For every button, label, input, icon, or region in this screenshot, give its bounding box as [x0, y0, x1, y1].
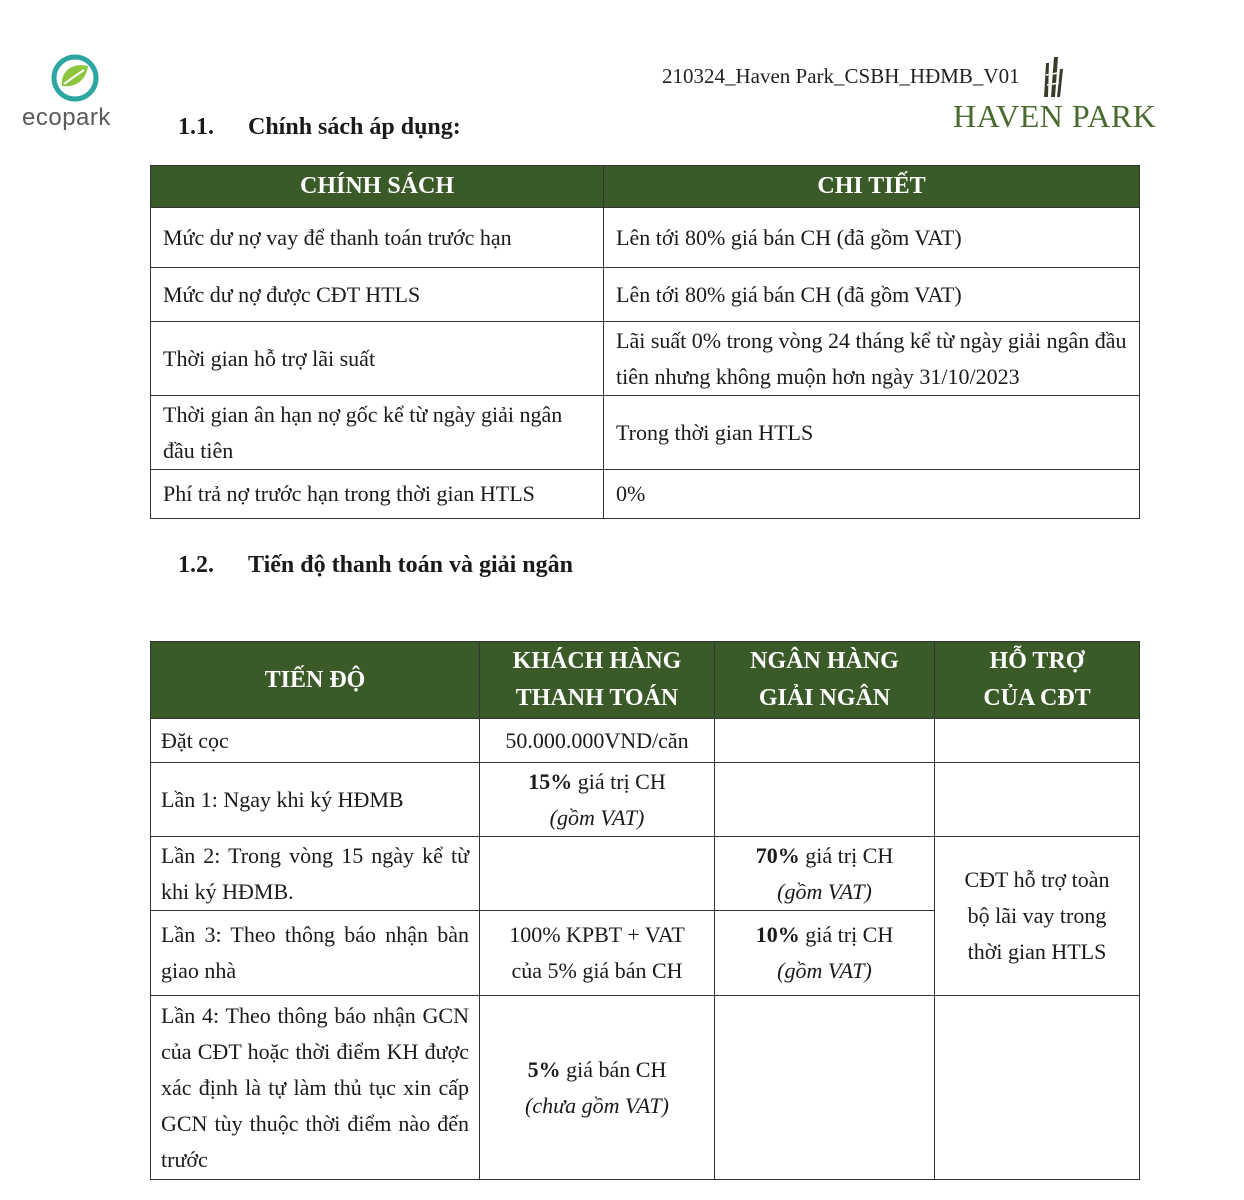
- progress-cell: Đặt cọc: [151, 719, 480, 763]
- policy-cell: Mức dư nợ vay để thanh toán trước hạn: [151, 208, 604, 268]
- column-header: CHÍNH SÁCH: [151, 166, 604, 208]
- table-row: [151, 208, 1140, 268]
- table-header-row: [151, 166, 1140, 208]
- bank-disbursement-cell: [715, 719, 935, 763]
- table-row: [151, 396, 1140, 470]
- table-row: [151, 719, 1140, 763]
- table-row: [151, 837, 1140, 911]
- section-title-text: Tiến độ thanh toán và giải ngân: [248, 552, 573, 578]
- table-row: [151, 763, 1140, 837]
- section-title-text: Chính sách áp dụng:: [248, 114, 461, 140]
- document-code: 210324_Haven Park_CSBH_HĐMB_V01: [662, 64, 1020, 88]
- progress-cell: Lần 3: Theo thông báo nhận bàn giao nhà: [151, 911, 480, 996]
- progress-cell: Lần 2: Trong vòng 15 ngày kể từ khi ký HĐMB.: [151, 837, 480, 911]
- customer-payment-cell: 5% giá bán CH (chưa gồm VAT): [480, 996, 715, 1180]
- progress-cell: Lần 1: Ngay khi ký HĐMB: [151, 763, 480, 837]
- bank-disbursement-cell: [715, 996, 935, 1180]
- progress-cell: Lần 4: Theo thông báo nhận GCN của CĐT hoặc thời điểm KH được xác định là tự làm thủ tục xin cấp GCN tùy thuộc thời điểm nào đến trước: [151, 996, 480, 1180]
- payment-schedule-table: [150, 641, 1140, 1180]
- table-header-row: [151, 642, 1140, 719]
- bamboo-icon: [1040, 55, 1064, 97]
- bank-disbursement-cell: 70% giá trị CH (gồm VAT): [715, 837, 935, 911]
- support-cell: [935, 763, 1140, 837]
- table-row: [151, 322, 1140, 396]
- customer-payment-cell: 50.000.000VND/căn: [480, 719, 715, 763]
- detail-cell: 0%: [604, 470, 1140, 519]
- customer-payment-cell: [480, 837, 715, 911]
- policy-cell: Thời gian ân hạn nợ gốc kể từ ngày giải ngân đầu tiên: [151, 396, 604, 470]
- bank-disbursement-cell: [715, 763, 935, 837]
- table-row: [151, 996, 1140, 1180]
- support-cell: CĐT hỗ trợ toàn bộ lãi vay trong thời gian HTLS: [935, 837, 1140, 996]
- support-cell: [935, 996, 1140, 1180]
- policy-cell: Mức dư nợ được CĐT HTLS: [151, 268, 604, 322]
- column-header-bank: NGÂN HÀNG GIẢI NGÂN: [715, 642, 935, 719]
- column-header-customer: KHÁCH HÀNG THANH TOÁN: [480, 642, 715, 719]
- detail-cell: Lãi suất 0% trong vòng 24 tháng kể từ ngày giải ngân đầu tiên nhưng không muộn hơn ngày 31/10/2023: [604, 322, 1140, 396]
- section-number: 1.1.: [178, 114, 214, 140]
- section-title-2: [178, 552, 573, 579]
- column-header-support: HỖ TRỢ CỦA CĐT: [935, 642, 1140, 719]
- section-title-1: [178, 114, 461, 141]
- table-row: [151, 470, 1140, 519]
- table-row: [151, 268, 1140, 322]
- haven-park-logo-text: HAVEN PARK: [953, 98, 1157, 134]
- policy-cell: Phí trả nợ trước hạn trong thời gian HTLS: [151, 470, 604, 519]
- section-number: 1.2.: [178, 552, 214, 578]
- policy-table: [150, 165, 1140, 519]
- column-header-progress: TIẾN ĐỘ: [151, 642, 480, 719]
- support-cell: [935, 719, 1140, 763]
- customer-payment-cell: 15% giá trị CH (gồm VAT): [480, 763, 715, 837]
- detail-cell: Trong thời gian HTLS: [604, 396, 1140, 470]
- customer-payment-cell: 100% KPBT + VAT của 5% giá bán CH: [480, 911, 715, 996]
- bank-disbursement-cell: 10% giá trị CH (gồm VAT): [715, 911, 935, 996]
- policy-cell: Thời gian hỗ trợ lãi suất: [151, 322, 604, 396]
- ecopark-logo-text: ecopark: [22, 104, 111, 131]
- column-header: CHI TIẾT: [604, 166, 1140, 208]
- detail-cell: Lên tới 80% giá bán CH (đã gồm VAT): [604, 268, 1140, 322]
- detail-cell: Lên tới 80% giá bán CH (đã gồm VAT): [604, 208, 1140, 268]
